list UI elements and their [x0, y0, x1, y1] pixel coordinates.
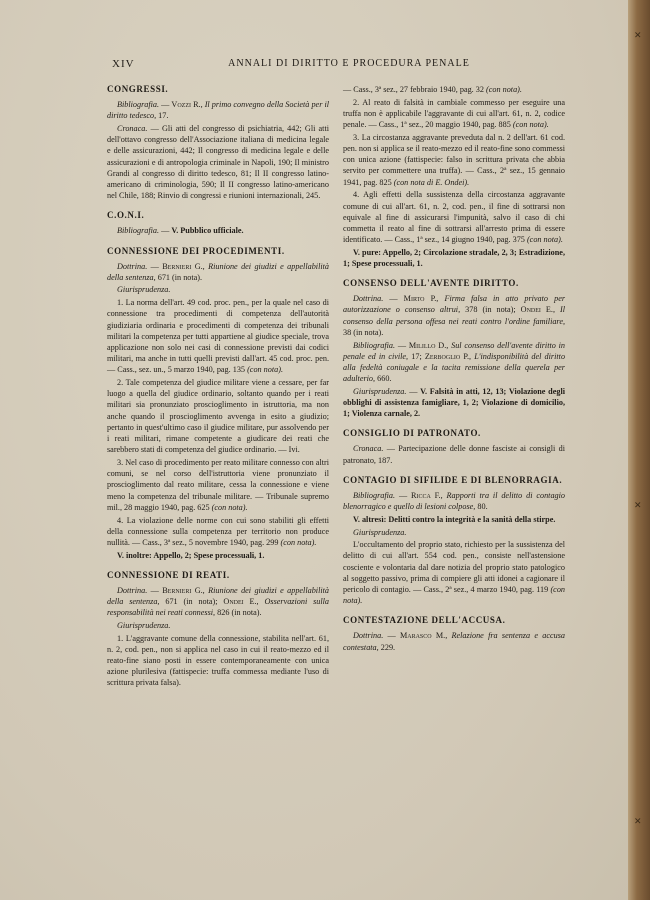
- author: Marasco M.,: [399, 631, 448, 641]
- text: L'occultamento del proprio stato, richiesto per la sussistenza del delitto di cui all'art. 554 cod. pen., consiste nell'astensione cosciente e volontaria dal dare notizia del proprio stato patologico al soggetto passivo, prima di compiere gli atti idonei a cagionare il pericolo di contagio. — Cass., 2ª sez., 4 marzo 1940, pag. 119: [343, 540, 565, 595]
- entry-consenso-giurisprudenza: Giurisprudenza. — V. Falsità in atti, 12, 13; Violazione degli obblighi di assistenza famigliare, 1, 2; Violazione di domicilio, 1; Violenza carnale, 2.: [343, 386, 565, 419]
- label-giurisprudenza: Giurisprudenza.: [117, 285, 171, 295]
- entry-conn-proc-3: [107, 457, 329, 513]
- page-ref: 38 (in nota).: [343, 327, 384, 337]
- work-title: Osservazioni sulla responsabilità nei reati connessi,: [107, 597, 330, 618]
- note: (con nota).: [343, 585, 566, 606]
- work-title: L'indisponibilità del diritto alla fedeltà coniugale e la tacita remissione della querela per adulterio,: [343, 351, 566, 384]
- work-title: Rapporti tra il delitto di contagio blenorragico e quello di lesioni colpose,: [343, 490, 566, 512]
- text: 1. La norma dell'art. 49 cod. proc. pen., per la quale nel caso di connessione tra procedimenti di competenza dell'autorità giudiziaria ordinaria e procedimenti di competenza dei tribunali militari la competenza per tutti appartiene al giudice speciale, trova applicazione non solo nei casi di connessione previsti dai codici militari, ma anche in tutti quelli previsti dall'art. 45 cod. proc. pen. — Cass., sez. un., 5 marzo 1940, pag. 135: [107, 298, 329, 375]
- left-column: [107, 84, 329, 690]
- entry-conn-proc-2: 2. Tale competenza del giudice militare viene a cessare, per far luogo a quella del giudice ordinario, soltanto quando per i reati militari sia pronunziato proscioglimento in istruttoria, ma non anche quando il proscioglimento avvenga in esito a giudizio; pertanto in quest'ultimo caso il giudice militare, pur assolvendo per i reati militari, rimane competente a giudicare dei reati che sarebbero stati di competenza del giudice ordinario. — Ivi.: [107, 378, 329, 455]
- entry-congressi-bibliografia: Bibliografia. — Vozzi R., Il primo convegno della Società per il diritto tedesco, 17.: [107, 100, 330, 121]
- page-ref: 671 (in nota).: [157, 272, 203, 282]
- entry-conn-proc-vinoltre: [107, 550, 329, 561]
- entry-conn-reati-vpure: [343, 247, 565, 269]
- page-header: [112, 58, 532, 72]
- author: Zerboglio P.,: [424, 351, 472, 361]
- heading-contagio: CONTAGIO DI SIFILIDE E DI BLENORRAGIA.: [343, 474, 563, 485]
- note: (con nota).: [247, 365, 284, 375]
- cross-ref: V. Pubblico ufficiale.: [171, 226, 244, 236]
- label: Dottrina.: [353, 294, 384, 304]
- entry-contagio-valtresi: [343, 514, 565, 525]
- entry-contagio-bibliografia: Bibliografia. — Ricca F., Rapporti tra il delitto di contagio blenorragico e quello di lesioni colpose, 80.: [343, 490, 566, 512]
- text: — Cass., 3ª sez., 27 febbraio 1940, pag. 32: [343, 85, 484, 94]
- work-title: Il consenso della persona offesa nei reati contro l'ordine familiare,: [343, 305, 566, 326]
- text: 3. La circostanza aggravante preveduta dal n. 2 dell'art. 61 cod. pen. non si applica se il reato-mezzo ed il reato-fine sono commessi con unica azione (fattispecie: falso in scrittura privata che abbia servito per commettere una truffa). — Cass., 2ª sez., 15 gennaio 1941, pag. 825: [343, 132, 565, 187]
- right-column: [343, 84, 565, 654]
- heading-consiglio: CONSIGLIO DI PATRONATO.: [343, 428, 481, 439]
- work-title: Il primo convegno della Società per il diritto tedesco,: [107, 100, 330, 121]
- entry-conn-proc-dottrina: Dottrina. — Bernieri G., Riunione dei giudizi e appellabilità della sentenza, 671 (in nota).: [107, 261, 329, 282]
- work-title: Relazione fra sentenza e accusa contestata,: [343, 631, 565, 652]
- note: (con nota).: [512, 120, 549, 130]
- label-giurisprudenza: Giurisprudenza.: [353, 527, 407, 537]
- entry-conn-reati-3: [343, 132, 565, 188]
- binding-mark-icon: ✕: [634, 816, 642, 826]
- cross-ref: V. pure: Appello, 2; Circolazione stradale, 2, 3; Estradizione, 1; Spese processuali, 1.: [343, 247, 565, 269]
- binding-mark-icon: ✕: [634, 30, 642, 40]
- author: Mirto P.,: [403, 294, 439, 304]
- page-ref: 671 (in nota);: [165, 597, 218, 607]
- entry-contagio-giur: [343, 539, 565, 606]
- label: Dottrina.: [353, 631, 384, 641]
- label: Dottrina.: [117, 261, 148, 271]
- entry-consenso-bibliografia: Bibliografia. — Milillo D., Sul consenso dell'avente diritto in penale ed in civile, 17; Zerboglio P., L'indisponibilità del diritto alla fedeltà coniugale e la tacita remissione della querela per adulterio, 660.: [343, 340, 566, 384]
- entry-conn-reati-1-cont: [343, 84, 565, 95]
- text: 2. Al reato di falsità in cambiale commesso per eseguire una truffa non è applicabile l'aggravante di cui all'art. 61, n. 2, codice penale. — Cass., 1ª sez., 20 maggio 1940, pag. 885: [343, 97, 565, 130]
- page-ref: 660.: [377, 374, 392, 384]
- entry-conn-reati-4: [343, 189, 565, 245]
- label: Bibliografia.: [117, 226, 160, 236]
- work-title: Riunione dei giudizi e appellabilità della sentenza,: [107, 585, 329, 607]
- label: Bibliografia.: [353, 340, 396, 350]
- text: 4. La violazione delle norme con cui sono stabiliti gli effetti della connessione sulla competenza per territorio non produce nullità. — Cass., 3ª sez., 5 novembre 1940, pag. 299: [107, 515, 329, 547]
- page-ref: 17.: [158, 111, 169, 121]
- heading-connessione-procedimenti: CONNESSIONE DEI PROCEDIMENTI.: [107, 245, 285, 256]
- heading-consenso: CONSENSO DELL'AVENTE DIRITTO.: [343, 278, 519, 289]
- author: Milillo D.,: [408, 340, 449, 350]
- entry-conn-reati-1: 1. L'aggravante comune della connessione, stabilita nell'art. 61, n. 2, cod. pen., non si applica nel caso in cui il reato-mezzo ed il reato-fine siano posti in essere contemporaneamente con unica azione plurilesiva (fattispecie: truffa commessa mediante l'uso di scrittura privata falsa).: [107, 633, 329, 688]
- entry-conn-reati-dottrina: Dottrina. — Bernieri G., Riunione dei giudizi e appellabilità della sentenza, 671 (in nota); Ondei E., Osservazioni sulla responsabilità nei reati connessi, 826 (in nota).: [107, 585, 330, 618]
- heading-contestazione: CONTESTAZIONE DELL'ACCUSA.: [343, 615, 506, 626]
- page-number: XIV: [112, 58, 135, 70]
- text: 3. Nel caso di procedimento per reato militare connesso con altri comuni, se nel corso dell'istruttoria viene pronunziato il proscioglimento dal reato militare, cessa la connessione e viene meno la competenza del tribunale militare. — Tribunale supremo mil., 28 maggio 1940, pag. 625: [107, 457, 329, 512]
- page-ref: 826 (in nota).: [217, 608, 262, 618]
- label-giurisprudenza: Giurisprudenza.: [117, 620, 171, 630]
- entry-conn-proc-1: [107, 297, 329, 375]
- author: Ricca F.,: [411, 490, 443, 500]
- author: Bernieri G.,: [162, 261, 205, 271]
- label: Dottrina.: [117, 585, 148, 595]
- page-ref: 229.: [380, 642, 396, 652]
- author: Vozzi R.,: [171, 100, 203, 109]
- book-edge: [628, 0, 650, 900]
- work-title: Sul consenso dell'avente diritto in penale ed in civile,: [343, 340, 566, 361]
- text: Partecipazione delle donne fasciste ai consigli di patronato, 187.: [343, 444, 565, 465]
- note: (con nota).: [486, 85, 522, 94]
- work-title: Firma falsa in atto privato per autorizzazione o consenso altrui,: [343, 294, 566, 315]
- author: Ondei E.,: [520, 305, 555, 315]
- author: Ondei E.,: [223, 597, 259, 607]
- page-ref: 17;: [411, 351, 422, 361]
- entry-consiglio-cronaca: Cronaca. — Partecipazione delle donne fasciste ai consigli di patronato, 187.: [343, 444, 565, 465]
- label: Cronaca.: [353, 444, 384, 454]
- note: (con nota).: [211, 502, 248, 512]
- heading-congressi: CONGRESSI.: [107, 84, 169, 94]
- entry-conn-reati-2: [343, 97, 565, 131]
- cross-ref: V. altresì: Delitti contro la integrità e la sanità della stirpe.: [353, 514, 556, 524]
- note: (con nota di E. Ondei).: [393, 177, 470, 187]
- cross-ref: V. Falsità in atti, 12, 13; Violazione degli obblighi di assistenza famigliare, 1, 2; Violazione di domicilio, 1; Violenza carnale, 2.: [343, 386, 565, 419]
- page-ref: 80.: [477, 502, 488, 512]
- entry-conn-proc-4: [107, 515, 329, 549]
- page-ref: 378 (in nota);: [465, 305, 516, 315]
- text: 4. Agli effetti della sussistenza della circostanza aggravante comune di cui all'art. 61, n. 2, cod. pen., il fine di sottrarsi non equivale al fine di assicurarsi l'impunità, salvo il caso di chi commetta il reato al fine di sottrarsi all'arresto prima di essere identificato. — Cass., 1ª sez., 14 giugno 1940, pag. 375: [343, 190, 565, 245]
- entry-congressi-cronaca: Cronaca. — Gli atti del congresso di psichiatria, 442; Gli atti dell'ottavo congresso dell'Associazione italiana di medicina legale e delle assicurazioni, 442; Il congresso di medicina legale e delle assicurazioni e di antropologia criminale in Napoli, 190; Il ministro Grandi al congresso di diritto tedesco, 81; Il II congresso latino-americano di criminologia, 590; Il II congresso latino-americano nel Chile, 188; Rinvio di congressi e riunioni internazionali, 245.: [107, 123, 329, 201]
- heading-connessione-reati: CONNESSIONE DI REATI.: [107, 569, 230, 580]
- binding-mark-icon: ✕: [634, 500, 642, 510]
- entry-contestazione-dottrina: Dottrina. — Marasco M., Relazione fra sentenza e accusa contestata, 229.: [343, 631, 565, 652]
- heading-coni: C.O.N.I.: [107, 210, 145, 221]
- entry-consenso-dottrina: Dottrina. — Mirto P., Firma falsa in atto privato per autorizzazione o consenso altrui, 378 (in nota); Ondei E., Il consenso della persona offesa nei reati contro l'ordine familiare, 38 (in nota).: [343, 294, 566, 337]
- author: Bernieri G.,: [162, 585, 205, 595]
- label: Giurisprudenza.: [353, 386, 407, 396]
- cross-ref: V. inoltre: Appello, 2; Spese processuali, 1.: [117, 550, 265, 560]
- work-title: Riunione dei giudizi e appellabilità della sentenza,: [107, 261, 329, 282]
- label: Bibliografia.: [117, 100, 160, 109]
- text: Gli atti del congresso di psichiatria, 442; Gli atti dell'ottavo congresso dell'Associazione italiana di medicina legale e delle assicurazioni, 442; Il congresso di medicina legale e delle assicurazioni e di antropologia criminale in Napoli, 190; Il ministro Grandi al congresso di diritto tedesco, 81; Il II congresso latino-americano di criminologia, 590; Il II congresso latino-americano nel Chile, 188; Rinvio di congressi e riunioni internazionali, 245.: [107, 123, 329, 201]
- entry-coni-bibliografia: Bibliografia. — V. Pubblico ufficiale.: [117, 226, 244, 236]
- label: Bibliografia.: [353, 490, 396, 500]
- note: (con nota).: [280, 537, 317, 547]
- note: (con nota).: [526, 235, 563, 245]
- label: Cronaca.: [117, 123, 148, 133]
- running-title: ANNALI DI DIRITTO E PROCEDURA PENALE: [228, 58, 470, 69]
